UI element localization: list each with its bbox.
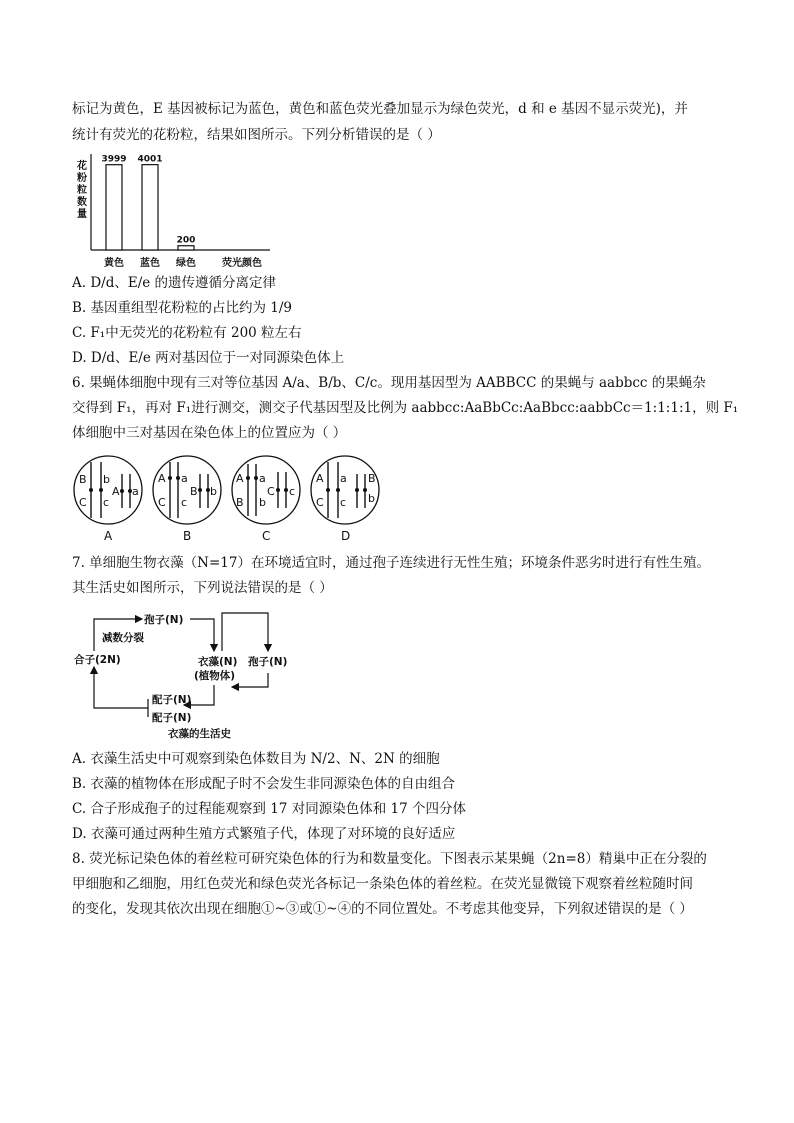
svg-text:A: A: [316, 472, 324, 485]
q6-stem-line1: 6. 果蝇体细胞中现有三对等位基因 A/a、B/b、C/c。现用基因型为 AABBCC 的果蝇与 aabbcc 的果蝇杂: [72, 375, 706, 391]
cell-a-label: A: [104, 529, 113, 543]
svg-text:c: c: [103, 496, 110, 509]
q5-option-a: A. D/d、E/e 的遗传遵循分离定律: [72, 275, 277, 291]
bar-2: [178, 246, 194, 250]
arrow-gametes-to-zygote: [94, 667, 148, 708]
svg-text:C: C: [316, 496, 324, 509]
q5-option-c: C. F₁中无荧光的花粉粒有 200 粒左右: [72, 325, 302, 341]
cell-a: [74, 456, 142, 543]
meiosis-label: 减数分裂: [102, 632, 144, 644]
category-label-1: 蓝色: [140, 258, 160, 269]
bar-1: [142, 165, 158, 250]
chromosome-cells-figure: [72, 452, 392, 544]
q8-stem-line3: 的变化，发现其依次出现在细胞①~③或①~④的不同位置处。不考虑其他变异，下列叙述错误的是（ ）: [72, 901, 693, 917]
q7-stem-line1: 7. 单细胞生物衣藻（N=17）在环境适宜时，通过孢子连续进行无性生殖；环境条件恶劣时进行有性生殖。: [72, 555, 710, 571]
chart-xlabel: 荧光颜色: [222, 258, 262, 269]
cell-b: [153, 456, 221, 543]
q7-option-b: B. 衣藻的植物体在形成配子时不会发生非同源染色体的自由组合: [72, 776, 456, 792]
diagram-caption: 衣藻的生活史: [168, 728, 231, 740]
q5-stem-line2: 统计有荧光的花粉粒，结果如图所示。下列分析错误的是（ ）: [72, 127, 441, 143]
svg-text:c: c: [181, 496, 188, 509]
svg-text:C: C: [158, 496, 166, 509]
bar-value-label-0: 3999: [101, 154, 127, 165]
q5-option-d: D. D/d、E/e 两对基因位于一对同源染色体上: [72, 350, 345, 366]
q7-option-c: C. 合子形成孢子的过程能观察到 17 对同源染色体和 17 个四分体: [72, 801, 466, 817]
cell-b-label: B: [183, 529, 192, 543]
fluorescence-bar-chart: [70, 150, 280, 272]
bar-value-label-2: 200: [176, 235, 196, 246]
svg-text:b: b: [103, 473, 110, 486]
zygote-label: 合子(2N): [74, 654, 121, 666]
svg-text:b: b: [259, 496, 266, 509]
svg-text:a: a: [181, 472, 188, 485]
q8-stem-line1: 8. 荧光标记染色体的着丝粒可研究染色体的行为和数量变化。下图表示某果蝇（2n=8）精巢中正在分裂的: [72, 851, 707, 867]
svg-text:b: b: [368, 492, 375, 505]
svg-text:a: a: [340, 472, 347, 485]
arrow-spore2-to-alga: [232, 673, 268, 687]
cell-c: [232, 456, 300, 543]
svg-text:a: a: [259, 472, 266, 485]
cell-c-label: C: [262, 529, 271, 543]
q7-option-d: D. 衣藻可通过两种生殖方式繁殖子代，体现了对环境的良好适应: [72, 826, 456, 842]
svg-text:C: C: [79, 496, 87, 509]
svg-text:B: B: [236, 496, 244, 509]
svg-text:a: a: [132, 485, 139, 498]
q5-stem-line1: 标记为黄色，E 基因被标记为蓝色，黄色和蓝色荧光叠加显示为绿色荧光，d 和 e 基因不显示荧光)，并: [72, 101, 688, 117]
spore-top-label: 孢子(N): [144, 614, 184, 626]
cell-d: [311, 456, 379, 543]
q6-stem-line2: 交得到 F₁，再对 F₁进行测交，测交子代基因型及比例为 aabbcc:AaBbCc:AaBbcc:aabbCc＝1:1:1:1，则 F₁: [72, 400, 739, 416]
q7-stem-line2: 其生活史如图所示，下列说法错误的是（ ）: [72, 580, 333, 596]
arrow-alga-to-spore2: [222, 613, 268, 651]
bar-0: [106, 165, 122, 250]
q8-stem-line2: 甲细胞和乙细胞，用红色荧光和绿色荧光各标记一条染色体的着丝粒。在荧光显微镜下观察着丝粒随时间: [72, 876, 693, 892]
q5-option-b: B. 基因重组型花粉粒的占比约为 1/9: [72, 300, 293, 316]
svg-text:A: A: [236, 472, 244, 485]
alga-label: 衣藻(N): [198, 656, 238, 668]
q6-stem-line3: 体细胞中三对基因在染色体上的位置应为（ ）: [72, 425, 347, 441]
gamete1-label: 配子(N): [152, 694, 192, 706]
q7-option-a: A. 衣藻生活史中可观察到染色体数目为 N/2、N、2N 的细胞: [72, 751, 440, 767]
svg-text:B: B: [368, 472, 376, 485]
category-label-2: 绿色: [176, 258, 196, 269]
plant-label: (植物体): [194, 670, 236, 682]
chart-ylabel: 花粉粒数量: [74, 160, 86, 220]
svg-text:A: A: [112, 485, 120, 498]
spore-right-label: 孢子(N): [248, 656, 288, 668]
arrow-spore-to-alga: [190, 619, 214, 651]
gamete2-label: 配子(N): [152, 712, 192, 724]
life-cycle-diagram: [72, 605, 312, 743]
svg-text:C: C: [267, 485, 275, 498]
bar-value-label-1: 4001: [137, 154, 163, 165]
svg-text:B: B: [190, 485, 198, 498]
svg-text:B: B: [79, 473, 87, 486]
svg-text:c: c: [340, 496, 347, 509]
svg-text:c: c: [289, 485, 296, 498]
svg-text:b: b: [210, 485, 217, 498]
cell-d-label: D: [341, 529, 351, 543]
svg-text:A: A: [158, 472, 166, 485]
category-label-0: 黄色: [104, 258, 124, 269]
